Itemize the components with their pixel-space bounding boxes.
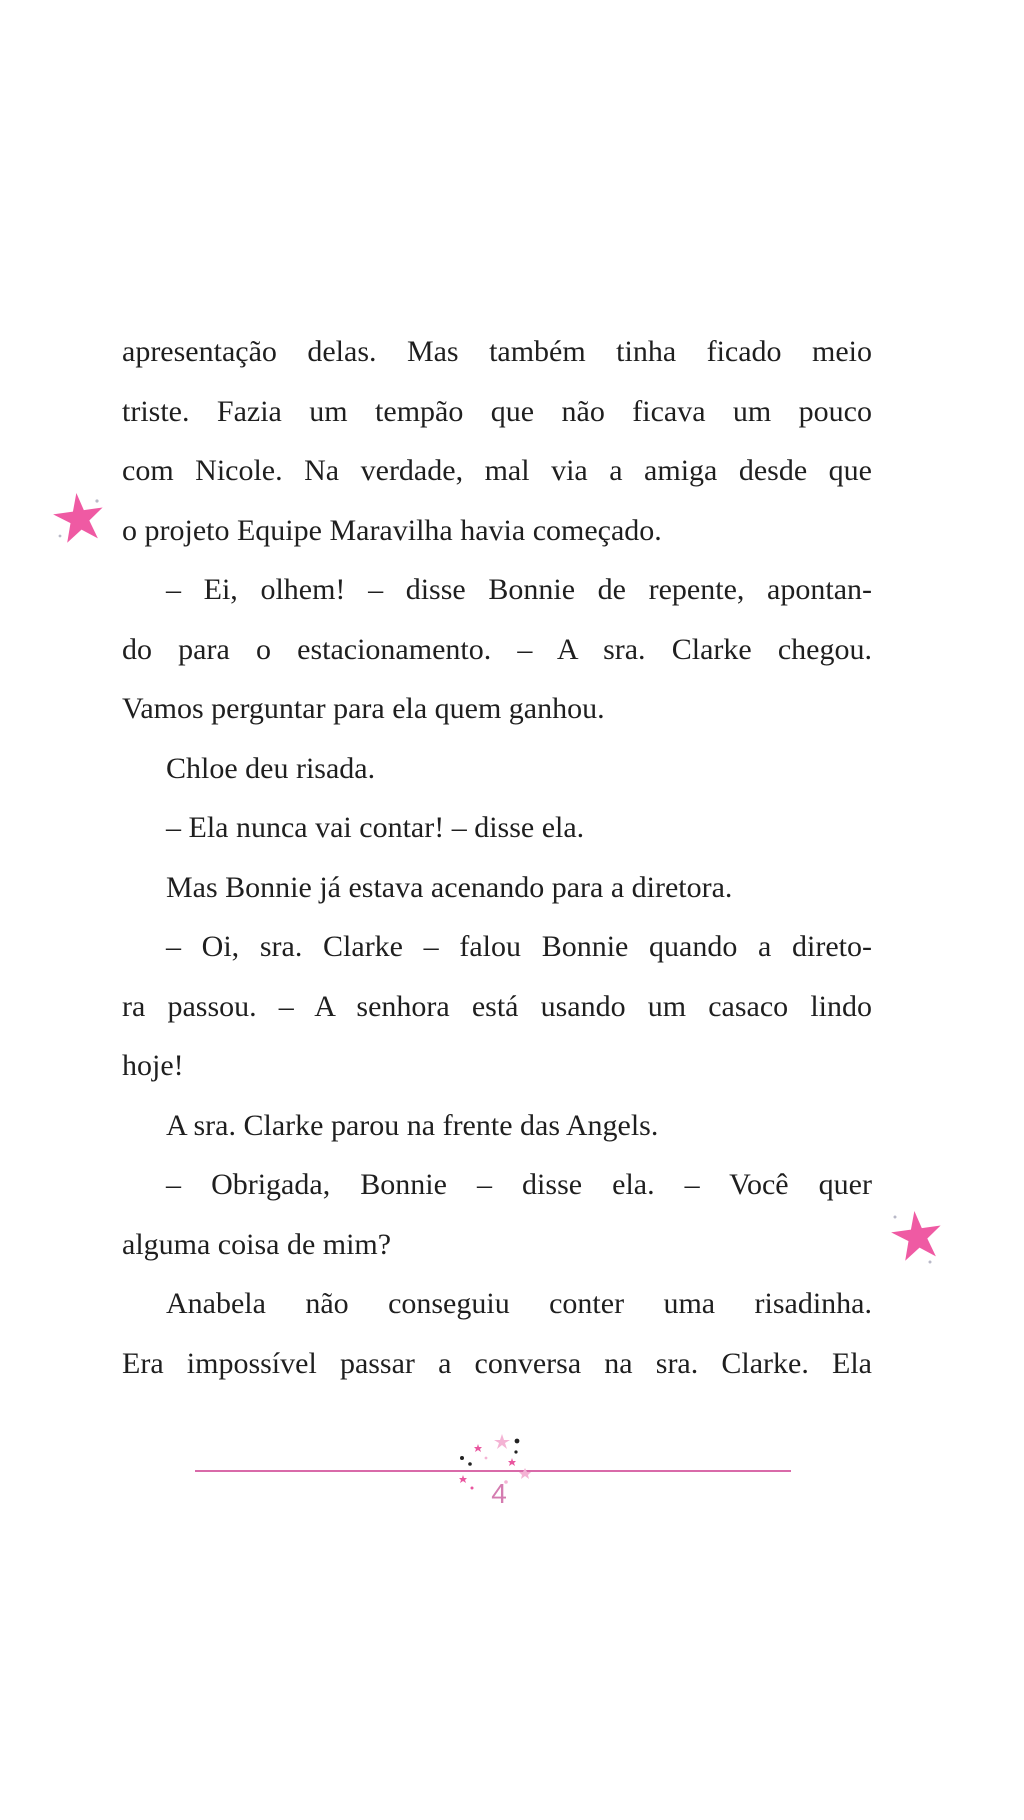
text-line: com Nicole. Na verdade, mal via a amiga desde que <box>122 454 872 487</box>
text-line: ra passou. – A senhora está usando um casaco lindo <box>122 989 872 1023</box>
text-line: do para o estacionamento. – A sra. Clarke chegou. <box>122 632 872 666</box>
text-line: hoje! <box>122 1049 184 1082</box>
text-line: o projeto Equipe Maravilha havia começado. <box>122 513 662 547</box>
text-line: Chloe deu risada. <box>166 751 376 785</box>
text-line: apresentação delas. Mas também tinha ficado meio <box>122 335 872 368</box>
text-line: Vamos perguntar para ela quem ganhou. <box>122 692 605 725</box>
text-line: – Ei, olhem! – disse Bonnie de repente, apontan- <box>166 573 872 606</box>
text-line: – Ela nunca vai contar! – disse ela. <box>166 811 585 844</box>
text-line: Anabela não conseguiu conter uma risadinha. <box>166 1287 872 1320</box>
star-icon <box>48 489 108 549</box>
page-text <box>122 322 872 1393</box>
text-line: alguma coisa de mim? <box>122 1227 392 1261</box>
text-line: – Oi, sra. Clarke – falou Bonnie quando a direto- <box>166 930 872 963</box>
star-icon <box>886 1207 946 1267</box>
text-line: – Obrigada, Bonnie – disse ela. – Você quer <box>166 1168 872 1201</box>
text-line: triste. Fazia um tempão que não ficava um pouco <box>122 394 872 428</box>
text-line: Mas Bonnie já estava acenando para a diretora. <box>166 870 733 904</box>
text-line: Era impossível passar a conversa na sra. Clarke. Ela <box>122 1346 872 1380</box>
text-line: A sra. Clarke parou na frente das Angels. <box>166 1108 659 1142</box>
page-number: 4 <box>491 1478 507 1509</box>
